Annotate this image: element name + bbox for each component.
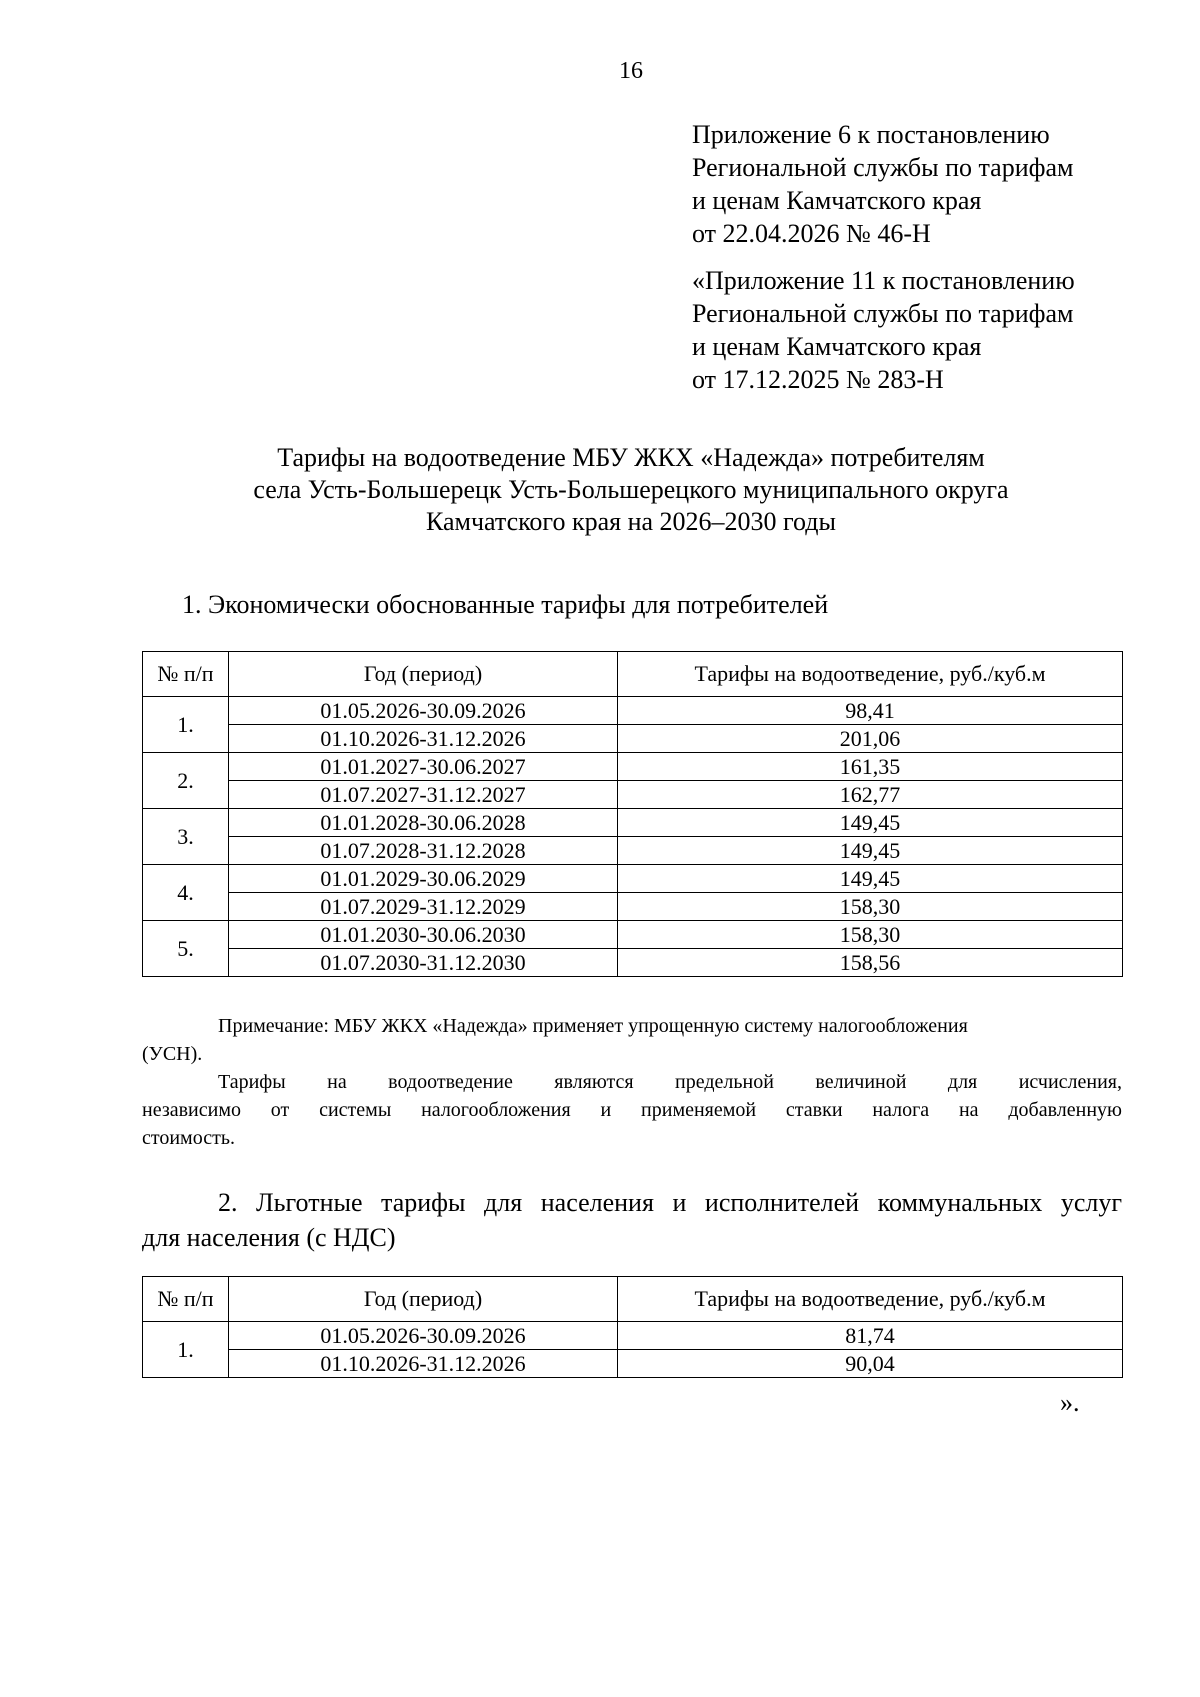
period-cell: 01.05.2026-30.09.2026 [229,697,618,725]
table-row [143,1350,1123,1378]
period-cell: 01.07.2028-31.12.2028 [229,837,618,865]
period-cell: 01.01.2028-30.06.2028 [229,809,618,837]
table-header-row [143,1277,1123,1322]
appendix-line: и ценам Камчатского края [692,186,982,215]
tariff-cell: 98,41 [618,697,1123,725]
tariff-cell: 158,30 [618,893,1123,921]
table-row [143,781,1123,809]
title-line: Тарифы на водоотведение МБУ ЖКХ «Надежда» потребителям [277,443,985,472]
table-row [143,697,1123,725]
note-line: (УСН). [142,1043,203,1065]
document-title [0,442,1200,538]
appendix-line: Приложение 6 к постановлению [692,120,1050,149]
tariff-cell: 162,77 [618,781,1123,809]
period-cell: 01.10.2026-31.12.2026 [229,725,618,753]
tariff-cell: 201,06 [618,725,1123,753]
table-row [143,949,1123,977]
period-cell: 01.05.2026-30.09.2026 [229,1322,618,1350]
table-row [143,837,1123,865]
table-row [143,725,1123,753]
header-tariff: Тарифы на водоотведение, руб./куб.м [618,652,1123,697]
header-period: Год (период) [229,1277,618,1322]
tariff-cell: 158,30 [618,921,1123,949]
economic-tariffs-table [142,651,1123,977]
preferential-tariffs-table [142,1276,1123,1378]
period-cell: 01.07.2029-31.12.2029 [229,893,618,921]
period-cell: 01.01.2027-30.06.2027 [229,753,618,781]
tariff-cell: 149,45 [618,837,1123,865]
row-number: 1. [143,697,229,753]
appendix-line: Региональной службы по тарифам [692,153,1074,182]
section2-heading-line: для населения (с НДС) [142,1223,396,1252]
table-row [143,893,1123,921]
appendix-line: от 17.12.2025 № 283-Н [692,365,944,394]
tariff-cell: 158,56 [618,949,1123,977]
period-cell: 01.10.2026-31.12.2026 [229,1350,618,1378]
appendix-line: от 22.04.2026 № 46-Н [692,219,931,248]
appendix-line: Региональной службы по тарифам [692,299,1074,328]
row-number: 1. [143,1322,229,1378]
table-row [143,753,1123,781]
title-line: Камчатского края на 2026–2030 годы [425,507,837,536]
tariff-cell: 90,04 [618,1350,1123,1378]
table-row [143,865,1123,893]
appendix-line: «Приложение 11 к постановлению [692,266,1075,295]
appendix-line: и ценам Камчатского края [692,332,982,361]
note-line: Примечание: МБУ ЖКХ «Надежда» применяет упрощенную систему налогообложения [218,1015,968,1037]
title-line: села Усть-Большерецк Усть-Большерецкого муниципального округа [253,475,1009,504]
section2-heading-line: 2. Льготные тарифы для населения и исполнителей коммунальных услуг [218,1188,1122,1217]
note-block [142,1012,1122,1152]
row-number: 5. [143,921,229,977]
table-row [143,809,1123,837]
row-number: 2. [143,753,229,809]
header-num: № п/п [143,652,229,697]
table-row [143,921,1123,949]
appendix-previous [692,264,1172,396]
row-number: 3. [143,809,229,865]
closing-quote: ». [1060,1388,1080,1417]
period-cell: 01.01.2030-30.06.2030 [229,921,618,949]
note-line: стоимость. [142,1127,235,1149]
row-number: 4. [143,865,229,921]
note-line: независимо от системы налогообложения и применяемой ставки налога на добавленную [142,1099,1122,1121]
table-header-row [143,652,1123,697]
table-row [143,1322,1123,1350]
period-cell: 01.07.2027-31.12.2027 [229,781,618,809]
tariff-cell: 149,45 [618,865,1123,893]
period-cell: 01.01.2029-30.06.2029 [229,865,618,893]
section1-heading: 1. Экономически обоснованные тарифы для потребителей [182,590,829,619]
header-period: Год (период) [229,652,618,697]
period-cell: 01.07.2030-31.12.2030 [229,949,618,977]
header-tariff: Тарифы на водоотведение, руб./куб.м [618,1277,1123,1322]
section2-heading [142,1185,1122,1255]
header-num: № п/п [143,1277,229,1322]
page-number: 16 [619,58,643,84]
tariff-cell: 149,45 [618,809,1123,837]
tariff-cell: 161,35 [618,753,1123,781]
tariff-cell: 81,74 [618,1322,1123,1350]
note-line: Тарифы на водоотведение являются предельной величиной для исчисления, [218,1071,1122,1093]
appendix-current [692,118,1172,250]
